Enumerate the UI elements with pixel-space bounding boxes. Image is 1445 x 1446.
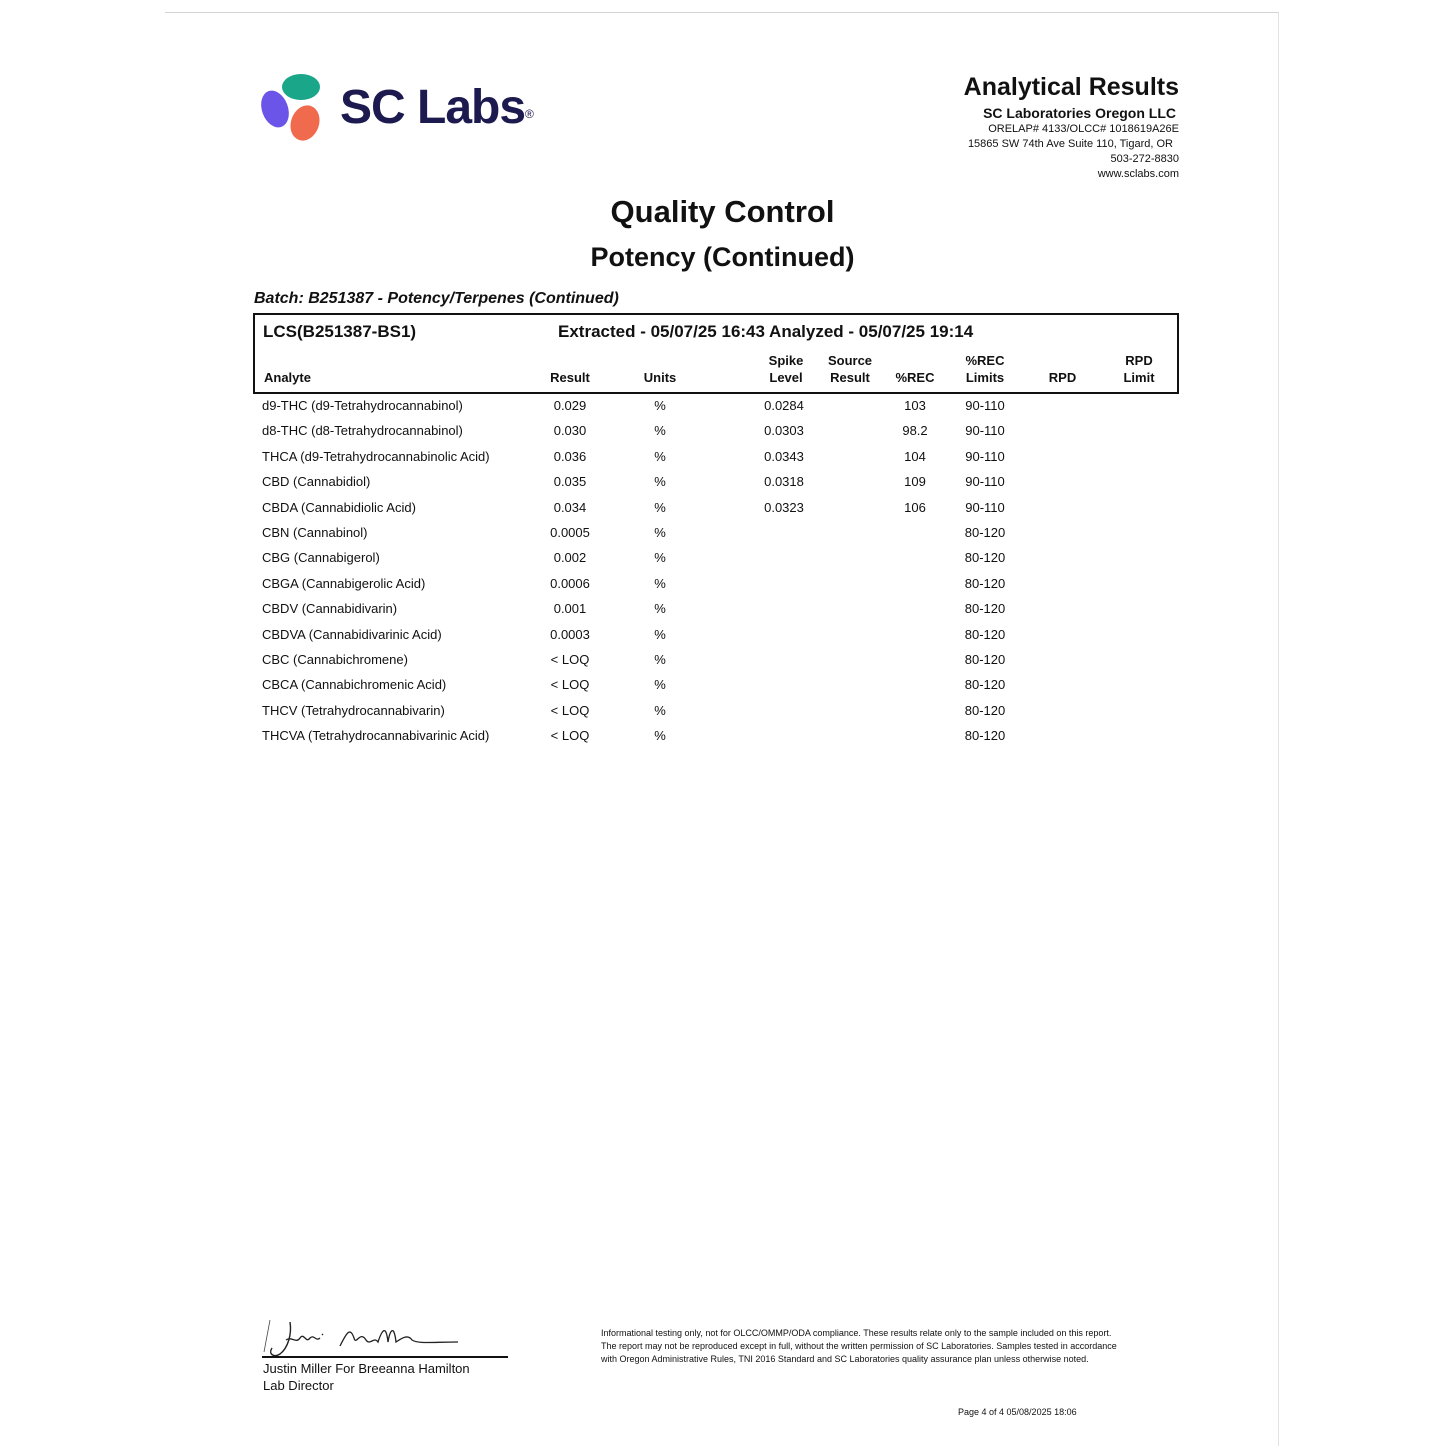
analyte-cell: CBCA (Cannabichromenic Acid) <box>262 677 447 693</box>
spike-level-cell: 0.0318 <box>764 474 804 490</box>
rec-cell: 103 <box>904 398 926 413</box>
result-cell: < LOQ <box>550 728 590 744</box>
col-spike-level: Spike Level <box>768 353 804 385</box>
analyte-cell: CBG (Cannabigerol) <box>262 550 380 566</box>
signatory-name: Justin Miller For Breeanna Hamilton <box>263 1361 470 1376</box>
col-analyte: Analyte <box>264 370 311 385</box>
analyte-cell: CBDA (Cannabidiolic Acid) <box>262 499 416 515</box>
sample-id: LCS(B251387-BS1) <box>263 322 417 341</box>
spike-level-cell: 0.0284 <box>764 398 804 413</box>
col-units: Units <box>643 370 677 385</box>
analyte-cell: CBC (Cannabichromene) <box>262 652 408 667</box>
rec-cell: 98.2 <box>902 423 928 439</box>
rec-limits-cell: 80-120 <box>964 652 1006 667</box>
col-rec: %REC <box>895 370 935 385</box>
rec-limits-cell: 80-120 <box>964 702 1006 718</box>
result-cell: 0.036 <box>553 448 587 464</box>
signatory-title: Lab Director <box>263 1378 334 1393</box>
table-row <box>0 728 1445 753</box>
lab-name: SC Laboratories Oregon LLC <box>983 105 1176 121</box>
page-footer: Page 4 of 4 05/08/2025 18:06 <box>958 1407 1077 1417</box>
result-cell: 0.030 <box>553 423 587 439</box>
table-row <box>0 398 1445 423</box>
analyte-cell: d9-THC (d9-Tetrahydrocannabinol) <box>262 398 463 413</box>
units-cell: % <box>654 601 666 617</box>
result-cell: 0.029 <box>553 398 587 413</box>
table-row <box>0 474 1445 499</box>
analyte-cell: CBDV (Cannabidivarin) <box>262 601 398 617</box>
report-type: Analytical Results <box>963 73 1179 101</box>
units-cell: % <box>654 652 666 667</box>
result-cell: < LOQ <box>550 652 590 667</box>
analyte-cell: CBD (Cannabidiol) <box>262 474 371 490</box>
units-cell: % <box>654 423 666 439</box>
rec-limits-cell: 90-110 <box>965 398 1005 413</box>
table-row <box>0 500 1445 525</box>
table-row <box>0 550 1445 575</box>
units-cell: % <box>654 550 666 566</box>
rec-limits-cell: 80-120 <box>964 575 1006 591</box>
rec-cell: 104 <box>904 448 926 464</box>
rec-limits-cell: 80-120 <box>964 626 1006 642</box>
rec-limits-cell: 80-120 <box>964 525 1006 540</box>
analyte-cell: THCV (Tetrahydrocannabivarin) <box>262 702 445 718</box>
analyte-cell: CBGA (Cannabigerolic Acid) <box>262 575 426 591</box>
lab-header <box>964 72 1179 182</box>
units-cell: % <box>654 728 666 744</box>
rec-limits-cell: 80-120 <box>964 601 1006 617</box>
units-cell: % <box>654 525 666 540</box>
result-cell: < LOQ <box>550 702 590 718</box>
col-source-result: Source Result <box>827 353 873 385</box>
result-cell: < LOQ <box>550 677 590 693</box>
rec-limits-cell: 80-120 <box>964 677 1006 693</box>
units-cell: % <box>654 626 666 642</box>
logo-wordmark: SC Labs® <box>340 81 533 134</box>
signature-line <box>262 1356 508 1358</box>
rec-limits-cell: 90-110 <box>965 423 1005 439</box>
table-row <box>0 576 1445 601</box>
lab-license: ORELAP# 4133/OLCC# 1018619A26E <box>988 123 1179 135</box>
table-row <box>0 449 1445 474</box>
result-cell: 0.034 <box>553 499 587 515</box>
analyte-cell: CBDVA (Cannabidivarinic Acid) <box>262 626 442 642</box>
col-rpd-limit: RPD Limit <box>1123 353 1155 385</box>
col-result: Result <box>550 370 590 385</box>
units-cell: % <box>654 474 666 490</box>
units-cell: % <box>654 677 666 693</box>
page-title: Quality Control <box>610 194 835 229</box>
units-cell: % <box>654 499 666 515</box>
result-cell: 0.035 <box>553 474 587 490</box>
units-cell: % <box>654 448 666 464</box>
spike-level-cell: 0.0343 <box>764 448 804 464</box>
table-row <box>0 677 1445 702</box>
col-rpd: RPD <box>1048 370 1077 385</box>
result-cell: 0.002 <box>553 550 587 566</box>
lab-website: www.sclabs.com <box>1097 168 1179 180</box>
analyte-cell: THCA (d9-Tetrahydrocannabinolic Acid) <box>262 448 490 464</box>
analyte-cell: d8-THC (d8-Tetrahydrocannabinol) <box>262 423 463 439</box>
spike-level-cell: 0.0323 <box>764 499 804 515</box>
units-cell: % <box>654 398 666 413</box>
table-row <box>0 703 1445 728</box>
lab-phone: 503-272-8830 <box>1110 153 1179 165</box>
batch-label: Batch: B251387 - Potency/Terpenes (Continued) <box>254 290 619 307</box>
result-cell: 0.0006 <box>550 575 590 591</box>
result-cell: 0.0005 <box>550 525 590 540</box>
result-cell: 0.0003 <box>550 626 590 642</box>
table-row <box>0 601 1445 626</box>
rec-cell: 109 <box>904 474 926 490</box>
units-cell: % <box>654 702 666 718</box>
table-row <box>0 525 1445 550</box>
analyte-cell: CBN (Cannabinol) <box>262 525 368 540</box>
rec-limits-cell: 90-110 <box>965 448 1005 464</box>
table-row <box>0 423 1445 448</box>
page-subtitle: Potency (Continued) <box>590 242 855 272</box>
extraction-dates: Extracted - 05/07/25 16:43 Analyzed - 05/07/25 19:14 <box>558 322 974 341</box>
spike-level-cell: 0.0303 <box>764 423 804 439</box>
rec-limits-cell: 90-110 <box>965 474 1005 490</box>
table-row <box>0 627 1445 652</box>
rec-limits-cell: 80-120 <box>964 728 1006 744</box>
analyte-cell: THCVA (Tetrahydrocannabivarinic Acid) <box>262 728 490 744</box>
lab-address: 15865 SW 74th Ave Suite 110, Tigard, OR <box>967 138 1173 150</box>
rec-limits-cell: 80-120 <box>964 550 1006 566</box>
rec-limits-cell: 90-110 <box>965 499 1005 515</box>
table-row <box>0 652 1445 677</box>
units-cell: % <box>654 575 666 591</box>
rec-cell: 106 <box>904 499 926 515</box>
col-rec-limits: %REC Limits <box>965 353 1005 385</box>
result-cell: 0.001 <box>553 601 587 617</box>
disclaimer-text: Informational testing only, not for OLCC/OMMP/ODA compliance. These results relate only to the sample included on this report. The report may not be reproduced except in full, without the written permission of SC Laboratories. Samples tested in accordance with Oregon Administrative Rules, TNI 2016 Standard and SC Laboratories quality assurance plan unless otherwise noted. <box>601 1328 1117 1364</box>
